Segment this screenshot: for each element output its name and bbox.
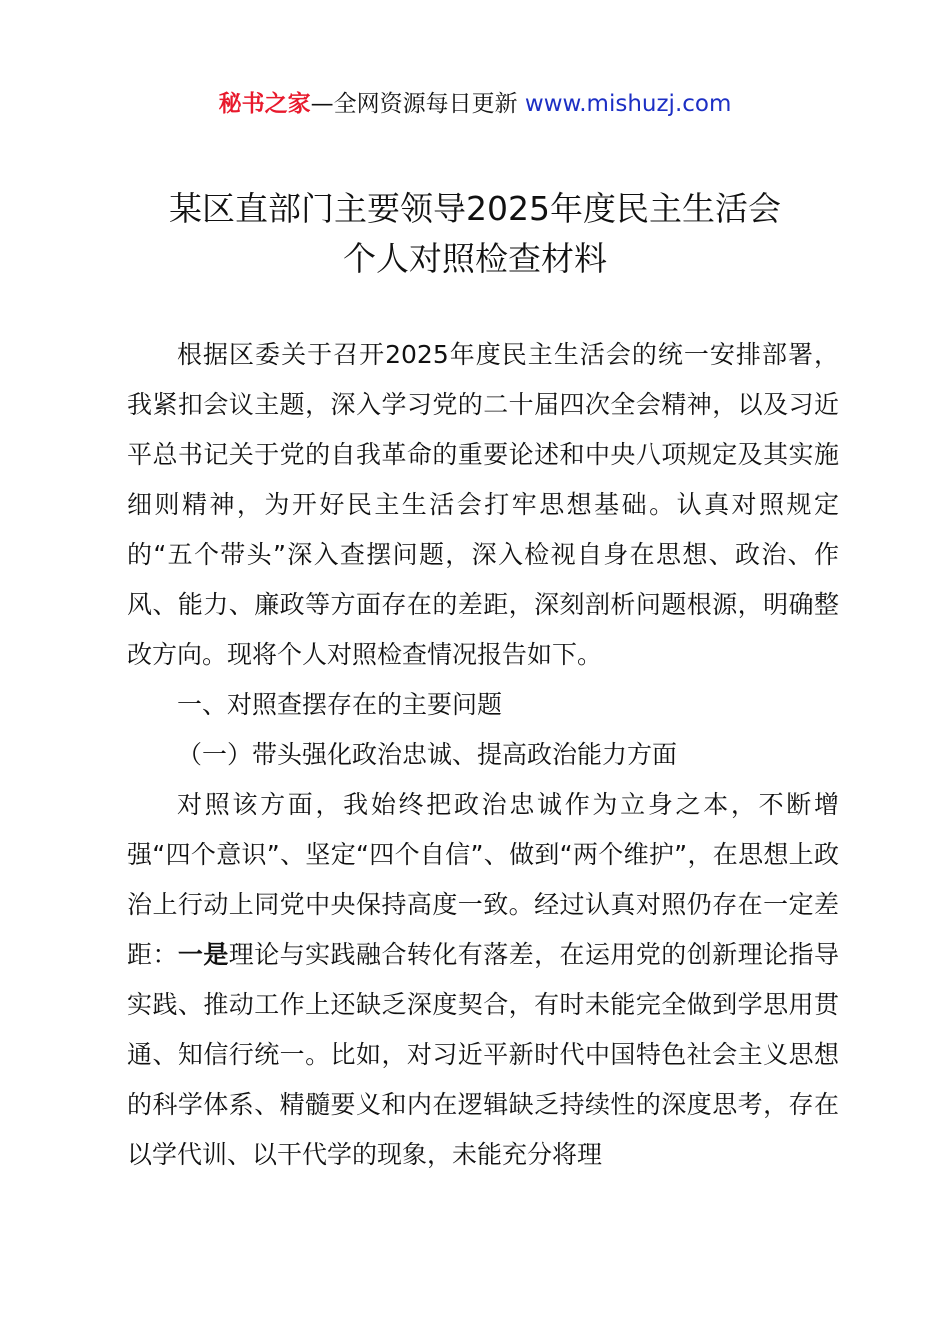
paragraph-2-rest: 理论与实践融合转化有落差，在运用党的创新理论指导实践、推动工作上还缺乏深度契合，有时未能完全做到学思用贯通、知信行统一。比如，对习近平新时代中国特色社会主义思想的科学体系、精髓要义和内在逻辑缺乏持续性的深度思考，存在以学代训、以干代学的现象，未能充分将理	[127, 940, 839, 1169]
subsection-heading-1: （一）带头强化政治忠诚、提高政治能力方面	[177, 740, 678, 769]
site-url-link[interactable]: www.mishuzj.com	[524, 91, 732, 117]
section-heading-1: 一、对照查摆存在的主要问题	[177, 690, 503, 719]
paragraph-2-emphasis: 一是	[177, 940, 229, 969]
body-paragraph-2	[127, 780, 839, 1180]
site-header	[0, 86, 950, 122]
paragraph-2-intro: 对照该方面，我始终把政治忠诚作为立身之本，不断增强“四个意识”、坚定“四个自信”、做到“两个维护”，在思想上政治上行动上同党中央保持高度一致。经过认真对照仍存在一定差距：	[127, 790, 839, 969]
document-body	[127, 330, 839, 1180]
intro-paragraph: 根据区委关于召开2025年度民主生活会的统一安排部署，我紧扣会议主题，深入学习党的二十届四次全会精神，以及习近平总书记关于党的自我革命的重要论述和中央八项规定及其实施细则精神，为开好民主生活会打牢思想基础。认真对照规定的“五个带头”深入查摆问题，深入检视自身在思想、政治、作风、能力、廉政等方面存在的差距，深刻剖析问题根源，明确整改方向。现将个人对照检查情况报告如下。	[127, 340, 839, 669]
document-title	[0, 184, 950, 284]
title-line-1: 某区直部门主要领导2025年度民主生活会	[169, 189, 781, 228]
title-line-2: 个人对照检查材料	[343, 239, 607, 278]
site-tagline: —全网资源每日更新	[310, 91, 518, 117]
site-name: 秘书之家	[218, 91, 311, 117]
